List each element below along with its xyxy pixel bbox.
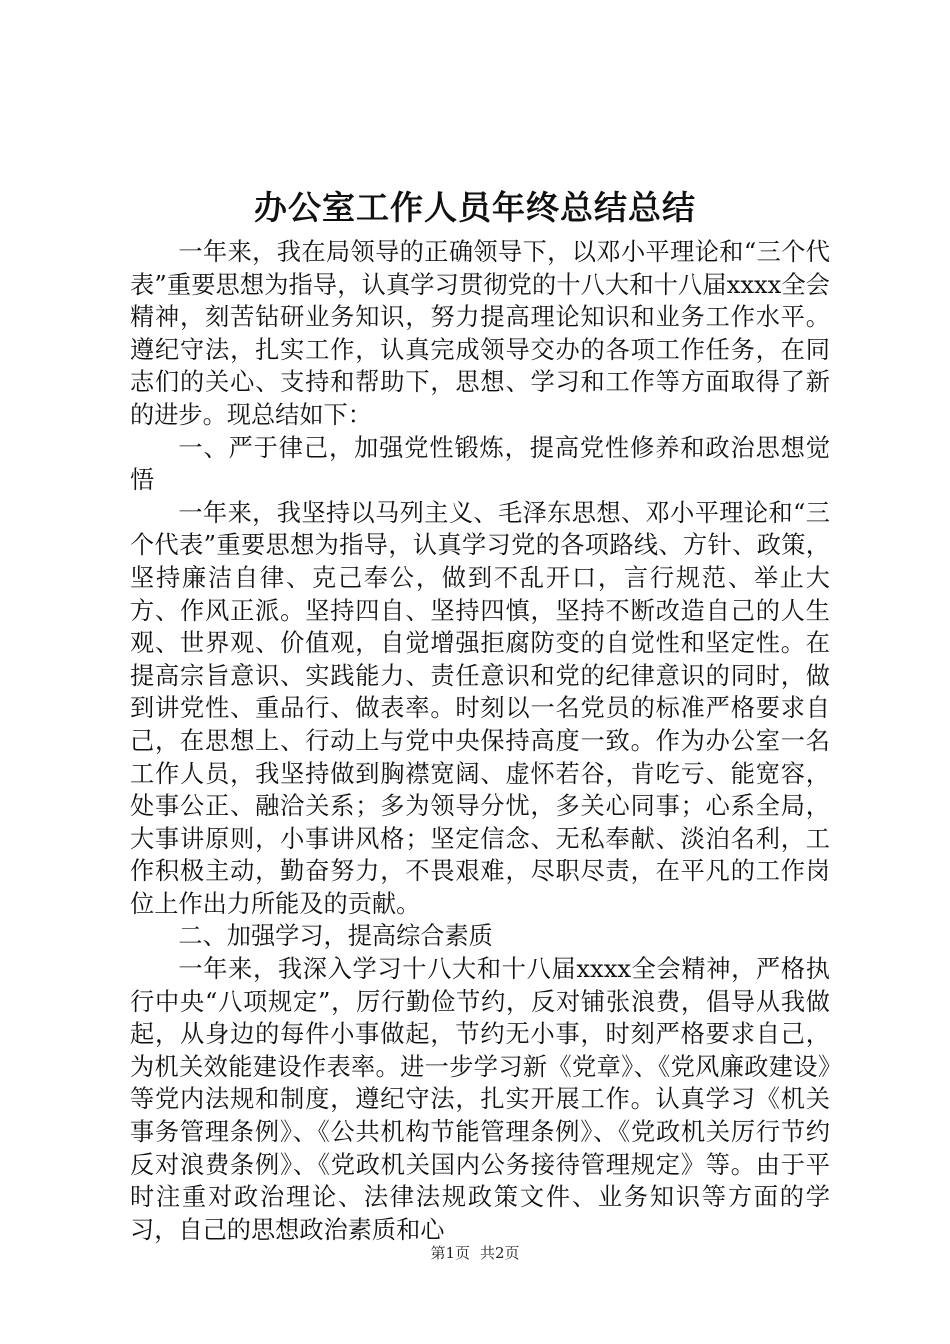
page-number-total: 共2页 bbox=[480, 1244, 520, 1262]
document-body bbox=[130, 236, 830, 1246]
paragraph-section-1: 一年来，我坚持以马列主义、毛泽东思想、邓小平理论和“三个代表”重要思想为指导，认真学习党的各项路线、方针、政策，坚持廉洁自律、克己奉公，做到不乱开口，言行规范、举止大方、作风正派。坚持四自、坚持四慎，坚持不断改造自己的人生观、世界观、价值观，自觉增强拒腐防变的自觉性和坚定性。在提高宗旨意识、实践能力、责任意识和党的纪律意识的同时，做到讲党性、重品行、做表率。时刻以一名党员的标准严格要求自己，在思想上、行动上与党中央保持高度一致。作为办公室一名工作人员，我坚持做到胸襟宽阔、虚怀若谷，肯吃亏、能宽容，处事公正、融洽关系；多为领导分忧，多关心同事；心系全局，大事讲原则，小事讲风格；坚定信念、无私奉献、淡泊名利，工作积极主动，勤奋努力，不畏艰难，尽职尽责，在平凡的工作岗位上作出力所能及的贡献。 bbox=[130, 498, 830, 918]
paragraph-intro: 一年来，我在局领导的正确领导下，以邓小平理论和“三个代表”重要思想为指导，认真学习贯彻党的十八大和十八届xxxx全会精神，刻苦钻研业务知识，努力提高理论知识和业务工作水平。遵纪守法，扎实工作，认真完成领导交办的各项工作任务，在同志们的关心、支持和帮助下，思想、学习和工作等方面取得了新的进步。现总结如下： bbox=[130, 238, 830, 429]
section-heading-2: 二、加强学习，提高综合素质 bbox=[178, 922, 493, 951]
section-heading-1: 一、严于律己，加强党性锻炼，提高党性修养和政治思想觉悟 bbox=[130, 433, 830, 495]
paragraph-section-2: 一年来，我深入学习十八大和十八届xxxx全会精神，严格执行中央“八项规定”，厉行勤俭节约，反对铺张浪费，倡导从我做起，从身边的每件小事做起，节约无小事，时刻严格要求自己，为机关效能建设作表率。进一步学习新《党章》、《党风廉政建设》等党内法规和制度，遵纪守法，扎实开展工作。认真学习《机关事务管理条例》、《公共机构节能管理条例》、《党政机关厉行节约反对浪费条例》、《党政机关国内公务接待管理规定》等。由于平时注重对政治理论、法律法规政策文件、业务知识等方面的学习，自己的思想政治素质和心 bbox=[130, 955, 830, 1244]
page-footer bbox=[0, 1243, 950, 1263]
page-number-current: 第1页 bbox=[430, 1244, 470, 1262]
document-title: 办公室工作人员年终总结总结 bbox=[254, 188, 696, 227]
